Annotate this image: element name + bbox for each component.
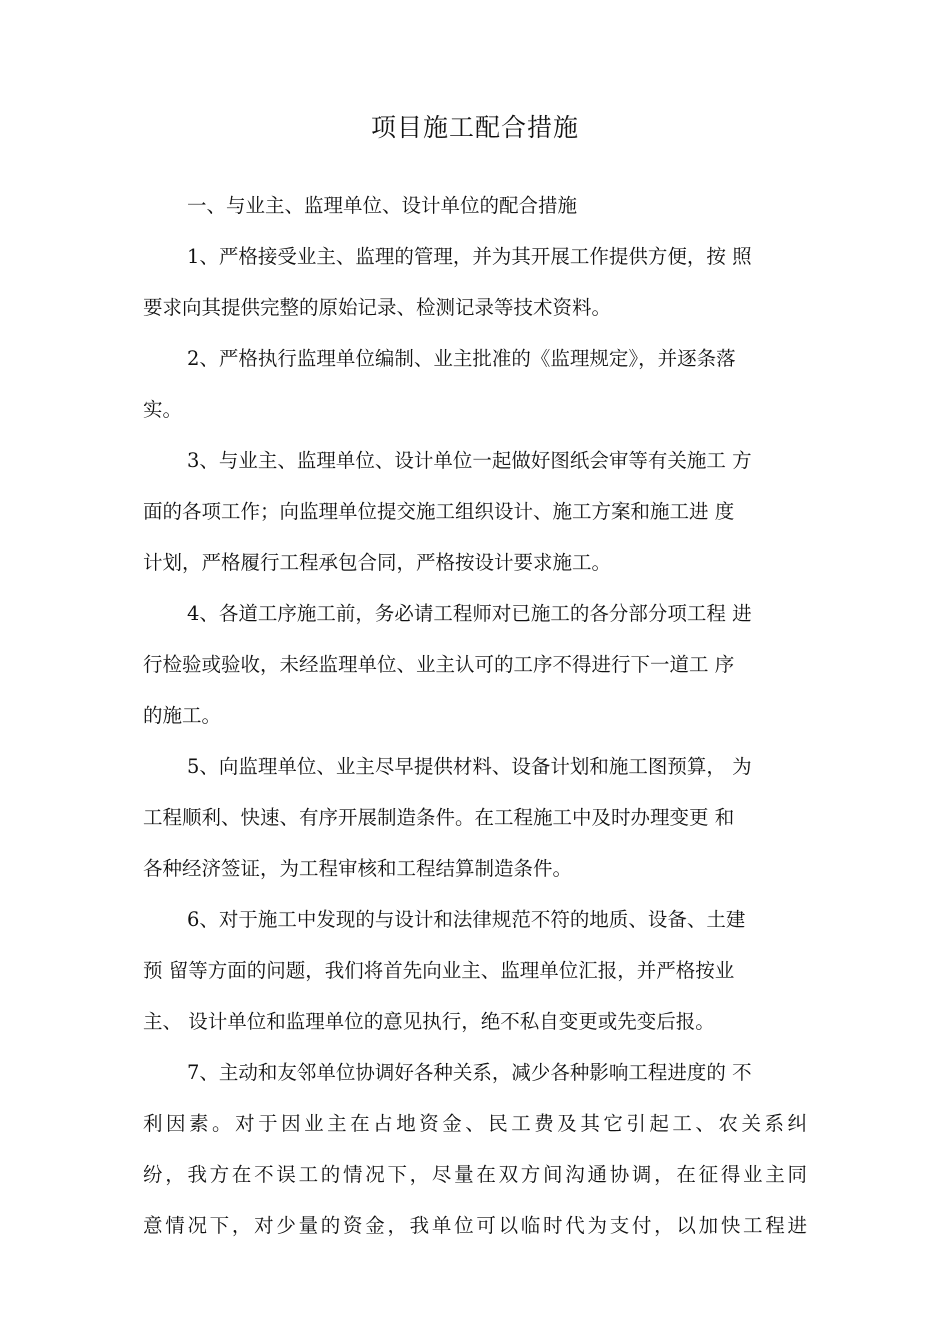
list-item-6 <box>143 894 807 1047</box>
list-item-4 <box>143 588 807 741</box>
text-line: 行检验或验收，未经监理单位、业主认可的工序不得进行下一道工 序 <box>143 653 735 676</box>
text-line: 2、严格执行监理单位编制、业主批准的《监理规定》，并逐条落 <box>187 347 736 370</box>
text-line: 3、与业主、监理单位、设计单位一起做好图纸会审等有关施工 方 <box>187 449 752 472</box>
text-line: 实。 <box>143 398 183 421</box>
list-item-2 <box>143 333 807 435</box>
text-line: 面的各项工作；向监理单位提交施工组织设计、施工方案和施工进 度 <box>143 500 735 523</box>
document-title: 项目施工配合措施 <box>370 113 579 142</box>
document-body <box>143 180 807 1251</box>
text-line: 计划，严格履行工程承包合同，严格按设计要求施工。 <box>143 551 612 574</box>
text-line: 5、向监理单位、业主尽早提供材料、设备计划和施工图预算， 为 <box>187 755 752 778</box>
text-line: 6、对于施工中发现的与设计和法律规范不符的地质、设备、土建 <box>187 908 746 931</box>
text-line: 1、严格接受业主、监理的管理，并为其开展工作提供方便，按 照 <box>187 245 752 268</box>
text-line: 预 留等方面的问题，我们将首先向业主、监理单位汇报，并严格按业 <box>143 959 735 982</box>
text-line: 7、主动和友邻单位协调好各种关系，减少各种影响工程进度的 不 <box>187 1061 752 1084</box>
text-line: 要求向其提供完整的原始记录、检测记录等技术资料。 <box>143 296 612 319</box>
text-line: 的施工。 <box>143 704 222 727</box>
list-item-1 <box>143 231 807 333</box>
text-line: 工程顺利、快速、有序开展制造条件。在工程施工中及时办理变更 和 <box>143 806 735 829</box>
text-line: 一、与业主、监理单位、设计单位的配合措施 <box>187 194 578 217</box>
list-item-5 <box>143 741 807 894</box>
text-line: 纷，我方在不误工的情况下，尽量在双方间沟通协调，在征得业主同 <box>143 1163 807 1186</box>
text-line: 利因素。对于因业主在占地资金、民工费及其它引起工、农关系纠 <box>143 1112 807 1135</box>
list-item-7 <box>143 1047 807 1251</box>
text-line: 意情况下，对少量的资金，我单位可以临时代为支付，以加快工程进 <box>143 1214 807 1237</box>
section-heading <box>143 180 807 231</box>
list-item-3 <box>143 435 807 588</box>
text-line: 各种经济签证，为工程审核和工程结算制造条件。 <box>143 857 573 880</box>
text-line: 4、各道工序施工前，务必请工程师对已施工的各分部分项工程 进 <box>187 602 752 625</box>
text-line: 主、 设计单位和监理单位的意见执行，绝不私自变更或先变后报。 <box>143 1010 715 1033</box>
